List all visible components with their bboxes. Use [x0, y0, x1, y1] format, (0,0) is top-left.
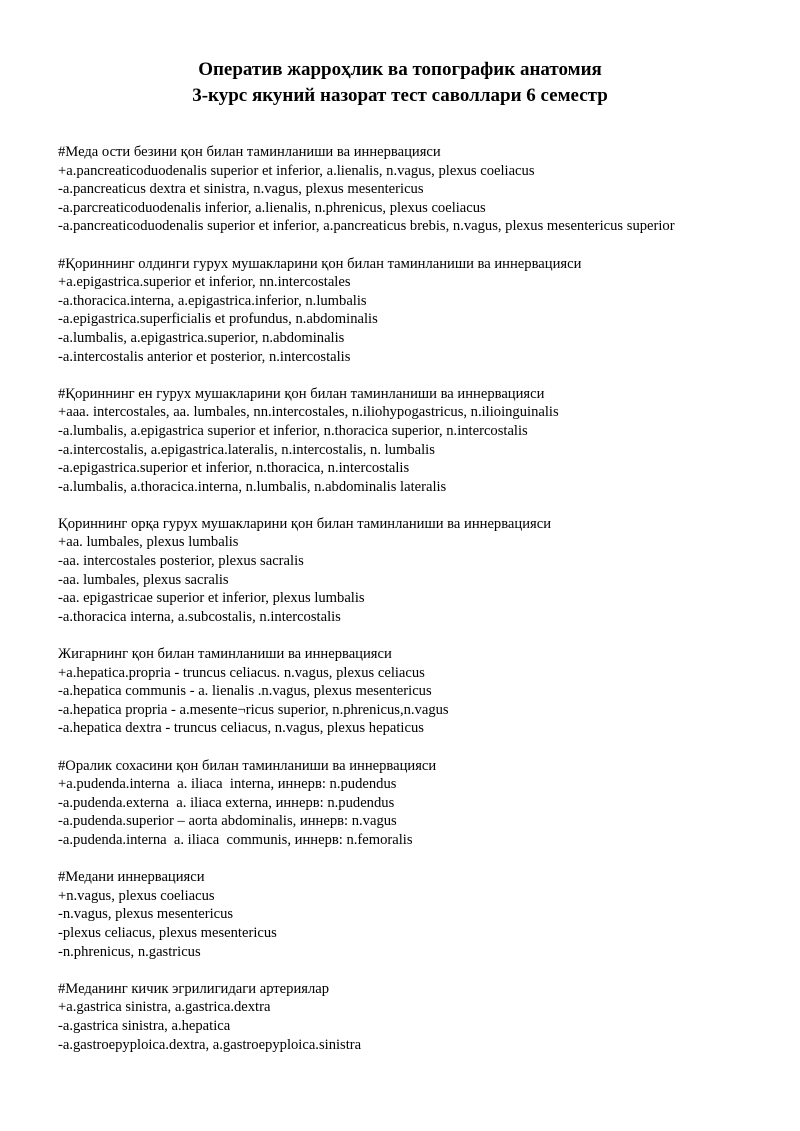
answer-option: +aaa. intercostales, aa. lumbales, nn.intercostales, n.iliohypogastricus, n.ilioinguinalis	[58, 404, 559, 421]
question-8	[58, 980, 794, 1054]
answer-option: +aa. lumbales, plexus lumbalis	[58, 534, 239, 551]
question-2	[58, 255, 794, 367]
question-stem: Жигарнинг қон билан таминланиши ва иннервацияси	[58, 646, 392, 663]
question-stem: #Меданинг кичик эгрилигидаги артериялар	[58, 980, 330, 997]
answer-option: -a.thoracica interna, a.subcostalis, n.intercostalis	[58, 608, 341, 625]
answer-option: +a.epigastrica.superior et inferior, nn.intercostales	[58, 274, 351, 291]
answer-option: +a.pudenda.interna a. iliaca interna, иннерв: n.pudendus	[58, 776, 397, 793]
question-stem: Қориннинг орқа гурух мушакларини қон билан таминланиши ва иннервацияси	[58, 515, 552, 532]
question-1	[58, 143, 794, 236]
answer-option: -a.pudenda.externa a. iliaca externa, иннерв: n.pudendus	[58, 794, 395, 811]
question-3	[58, 385, 794, 497]
answer-option: -a.gastroepyploica.dextra, a.gastroepyploica.sinistra	[58, 1036, 362, 1053]
answer-option: -aa. lumbales, plexus sacralis	[58, 571, 229, 588]
answer-option: -a.thoracica.interna, a.epigastrica.inferior, n.lumbalis	[58, 292, 367, 309]
answer-option: -plexus celiacus, plexus mesentericus	[58, 924, 277, 941]
question-stem: #Медани иннервацияси	[58, 869, 205, 886]
answer-option: +a.pancreaticoduodenalis superior et inferior, a.lienalis, n.vagus, plexus coeliacus	[58, 162, 535, 179]
answer-option: -a.pudenda.interna a. iliaca communis, иннерв: n.femoralis	[58, 831, 413, 848]
question-stem: #Қориннинг ен гурух мушакларини қон билан таминланиши ва иннервацияси	[58, 385, 545, 402]
answer-option: +a.gastrica sinistra, a.gastrica.dextra	[58, 999, 271, 1016]
question-5	[58, 645, 794, 738]
question-6	[58, 757, 794, 850]
answer-option: -n.vagus, plexus mesentericus	[58, 906, 234, 923]
document-title-line-1: Оператив жарроҳлик ва топографик анатомия	[198, 59, 602, 80]
question-4	[58, 515, 794, 627]
answer-option: -a.hepatica propria - a.mesente¬ricus superior, n.phrenicus,n.vagus	[58, 701, 449, 718]
answer-option: -a.pancreaticus dextra et sinistra, n.vagus, plexus mesentericus	[58, 181, 424, 198]
answer-option: -a.epigastrica.superficialis et profundus, n.abdominalis	[58, 311, 378, 328]
question-list	[58, 143, 794, 1073]
answer-option: +n.vagus, plexus coeliacus	[58, 887, 215, 904]
answer-option: -a.lumbalis, a.epigastrica superior et inferior, n.thoracica superior, n.intercostalis	[58, 422, 528, 439]
answer-option: -a.pancreaticoduodenalis superior et inferior, a.pancreaticus brebis, n.vagus, plexus mesentericus superior	[58, 218, 675, 235]
answer-option: -a.intercostalis anterior et posterior, n.intercostalis	[58, 348, 351, 365]
answer-option: -a.intercostalis, a.epigastrica.lateralis, n.intercostalis, n. lumbalis	[58, 441, 435, 458]
answer-option: -a.epigastrica.superior et inferior, n.thoracica, n.intercostalis	[58, 460, 410, 477]
answer-option: -n.phrenicus, n.gastricus	[58, 943, 201, 960]
answer-option: -a.hepatica dextra - truncus celiacus, n.vagus, plexus hepaticus	[58, 720, 424, 737]
question-stem: #Меда ости безини қон билан таминланиши ва иннервацияси	[58, 144, 441, 160]
answer-option: -a.hepatica communis - a. lienalis .n.vagus, plexus mesentericus	[58, 683, 432, 700]
question-stem: #Қориннинг олдинги гурух мушакларини қон билан таминланиши ва иннервацияси	[58, 255, 582, 272]
document-title-line-2: 3-курс якуний назорат тест саволлари 6 семестр	[192, 85, 608, 106]
answer-option: -a.parcreaticoduodenalis inferior, a.lienalis, n.phrenicus, plexus coeliacus	[58, 199, 486, 216]
question-7	[58, 868, 794, 961]
answer-option: -a.lumbalis, a.epigastrica.superior, n.abdominalis	[58, 329, 345, 346]
answer-option: -a.pudenda.superior – aorta abdominalis, иннерв: n.vagus	[58, 813, 397, 830]
answer-option: -aa. intercostales posterior, plexus sacralis	[58, 553, 304, 570]
question-stem: #Оралик сохасини қон билан таминланиши ва иннервацияси	[58, 757, 437, 774]
answer-option: +a.hepatica.propria - truncus celiacus. n.vagus, plexus celiacus	[58, 664, 425, 681]
answer-option: -a.gastrica sinistra, a.hepatica	[58, 1017, 231, 1034]
answer-option: -a.lumbalis, a.thoracica.interna, n.lumbalis, n.abdominalis lateralis	[58, 478, 447, 495]
answer-option: -aa. epigastricae superior et inferior, plexus lumbalis	[58, 590, 365, 607]
